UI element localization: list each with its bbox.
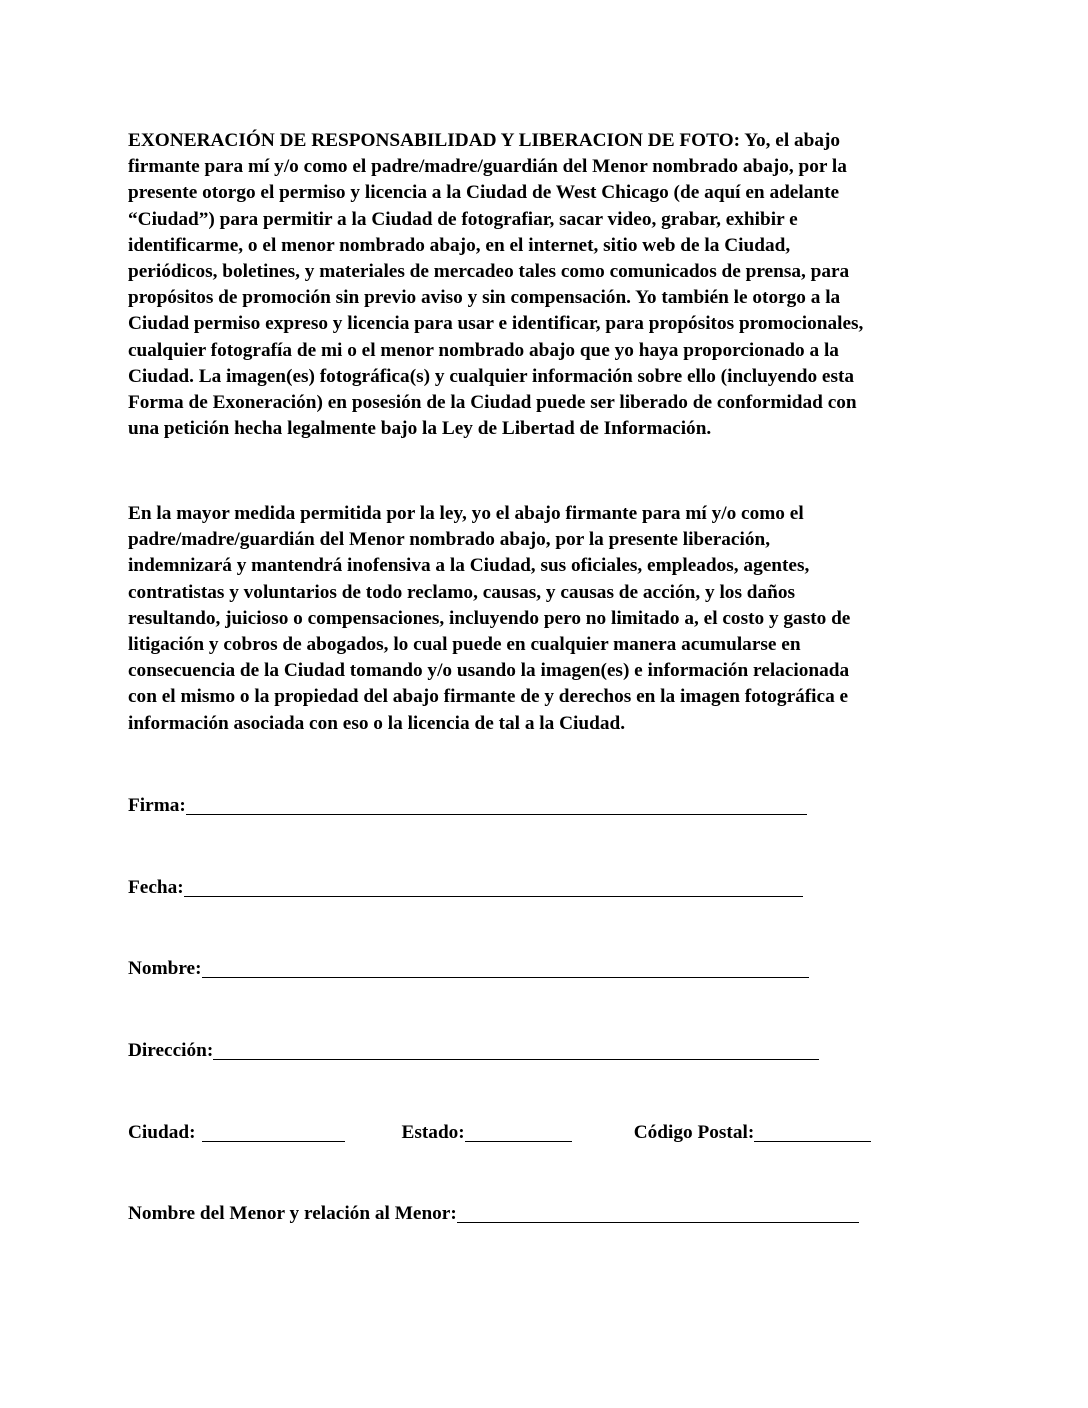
paragraph-line: cualquier fotografía de mi o el menor nombrado abajo que yo haya proporcionado a la — [128, 339, 839, 361]
date-field-row — [128, 876, 803, 900]
date-line[interactable] — [184, 878, 803, 897]
paragraph-line: con el mismo o la propiedad del abajo firmante de y derechos en la imagen fotográfica e — [128, 686, 849, 708]
signature-label: Firma: — [128, 795, 186, 816]
city-state-zip-row — [128, 1121, 871, 1145]
name-field-row — [128, 957, 809, 981]
paragraph-line: indemnizará y mantendrá inofensiva a la Ciudad, sus oficiales, empleados, agentes, — [128, 555, 810, 577]
paragraph-line: propósitos de promoción sin previo aviso y sin compensación. Yo también le otorgo a la — [128, 287, 841, 309]
paragraph-line: “Ciudad”) para permitir a la Ciudad de fotografiar, sacar video, grabar, exhibir e — [128, 208, 798, 230]
paragraph-line: litigación y cobros de abogados, lo cual puede en cualquier manera acumularse en — [128, 634, 801, 656]
paragraph-line: EXONERACIÓN DE RESPONSABILIDAD Y LIBERACION DE FOTO: Yo, el abajo — [128, 130, 841, 151]
state-label: Estado: — [401, 1122, 465, 1143]
name-line[interactable] — [202, 959, 809, 978]
paragraph-line: Ciudad. La imagen(es) fotográfica(s) y cualquier información sobre ello (incluyendo esta — [128, 365, 855, 387]
signature-field-row — [128, 794, 807, 818]
signature-line[interactable] — [186, 796, 807, 815]
city-label: Ciudad: — [128, 1122, 196, 1143]
paragraph-line: identificarme, o el menor nombrado abajo, en el internet, sitio web de la Ciudad, — [128, 234, 791, 256]
zip-line[interactable] — [754, 1123, 871, 1142]
zip-label: Código Postal: — [633, 1122, 755, 1143]
paragraph-line: resultando, juicioso o compensaciones, incluyendo pero no limitado a, el costo y gasto de — [128, 607, 851, 629]
paragraph-line: presente otorgo el permiso y licencia a la Ciudad de West Chicago (de aquí en adelante — [128, 182, 840, 204]
minor-name-label: Nombre del Menor y relación al Menor: — [128, 1203, 457, 1224]
paragraph-line: firmante para mí y/o como el padre/madre/guardián del Menor nombrado abajo, por la — [128, 156, 847, 178]
address-label: Dirección: — [128, 1040, 214, 1061]
name-label: Nombre: — [128, 958, 202, 979]
paragraph-line: una petición hecha legalmente bajo la Ley de Libertad de Información. — [128, 418, 712, 440]
minor-name-field-row — [128, 1202, 859, 1226]
state-line[interactable] — [465, 1123, 572, 1142]
indemnity-paragraph — [128, 501, 850, 737]
paragraph-line: periódicos, boletines, y materiales de mercadeo tales como comunicados de prensa, para — [128, 261, 850, 283]
paragraph-line: información asociada con eso o la licencia de tal a la Ciudad. — [128, 712, 626, 734]
city-line[interactable] — [202, 1123, 345, 1142]
address-line[interactable] — [213, 1041, 819, 1060]
minor-name-line[interactable] — [457, 1204, 859, 1223]
date-label: Fecha: — [128, 877, 184, 898]
paragraph-line: padre/madre/guardián del Menor nombrado abajo, por la presente liberación, — [128, 529, 771, 551]
paragraph-line: contratistas y voluntarios de todo reclamo, causas, y causas de acción, y los daños — [128, 581, 796, 603]
paragraph-line: Ciudad permiso expreso y licencia para usar e identificar, para propósitos promocionales, — [128, 313, 864, 335]
paragraph-line: En la mayor medida permitida por la ley, yo el abajo firmante para mí y/o como el — [128, 503, 804, 524]
release-paragraph — [128, 128, 863, 442]
paragraph-line: Forma de Exoneración) en posesión de la Ciudad puede ser liberado de conformidad con — [128, 392, 857, 414]
address-field-row — [128, 1039, 819, 1063]
paragraph-line: consecuencia de la Ciudad tomando y/o usando la imagen(es) e información relacionada — [128, 660, 850, 682]
